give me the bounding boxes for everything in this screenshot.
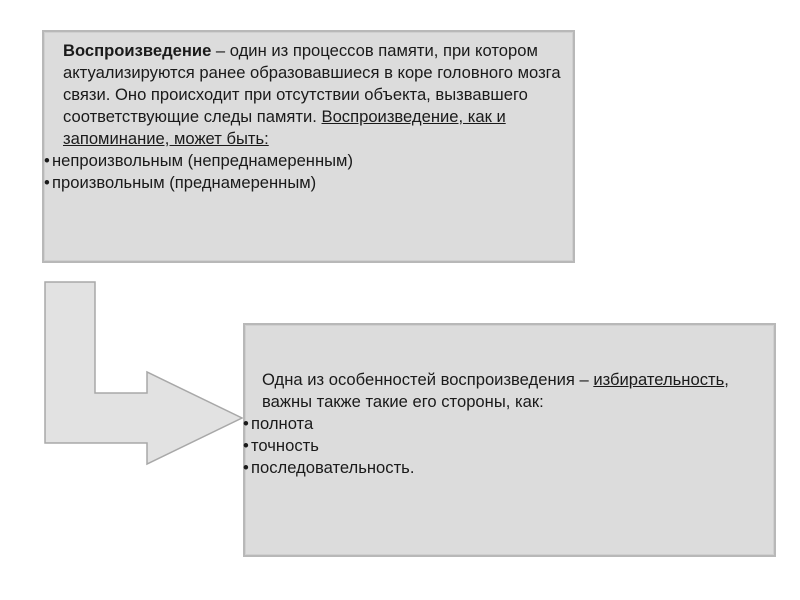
aspects-list	[251, 413, 762, 479]
selectivity-term: избирательность	[593, 370, 725, 389]
definition-text	[52, 40, 561, 194]
features-rest: , важны также такие его стороны, как:	[262, 370, 729, 411]
definition-box	[42, 30, 575, 263]
definition-paragraph	[52, 40, 561, 150]
underlined-phrase: Воспроизведение, как и запоминание, может быть:	[63, 107, 506, 148]
features-text	[251, 369, 762, 479]
features-paragraph	[251, 369, 762, 413]
types-list	[52, 150, 561, 194]
features-box	[243, 323, 776, 557]
list-item: • произвольным (преднамеренным)	[45, 172, 561, 194]
list-item: • последовательность.	[244, 457, 762, 479]
term-reproduction: Воспроизведение	[63, 41, 212, 60]
list-item: • точность	[244, 435, 762, 457]
list-item: • непроизвольным (непреднамеренным)	[45, 150, 561, 172]
list-item: • полнота	[244, 413, 762, 435]
definition-body: – один из процессов памяти, при котором актуализируются ранее образовавшиеся в коре головного мозга связи. Оно происходит при отсутствии объекта, вызвавшего соответствующие следы памяти.	[63, 41, 561, 126]
features-intro: Одна из особенностей воспроизведения –	[262, 370, 594, 389]
